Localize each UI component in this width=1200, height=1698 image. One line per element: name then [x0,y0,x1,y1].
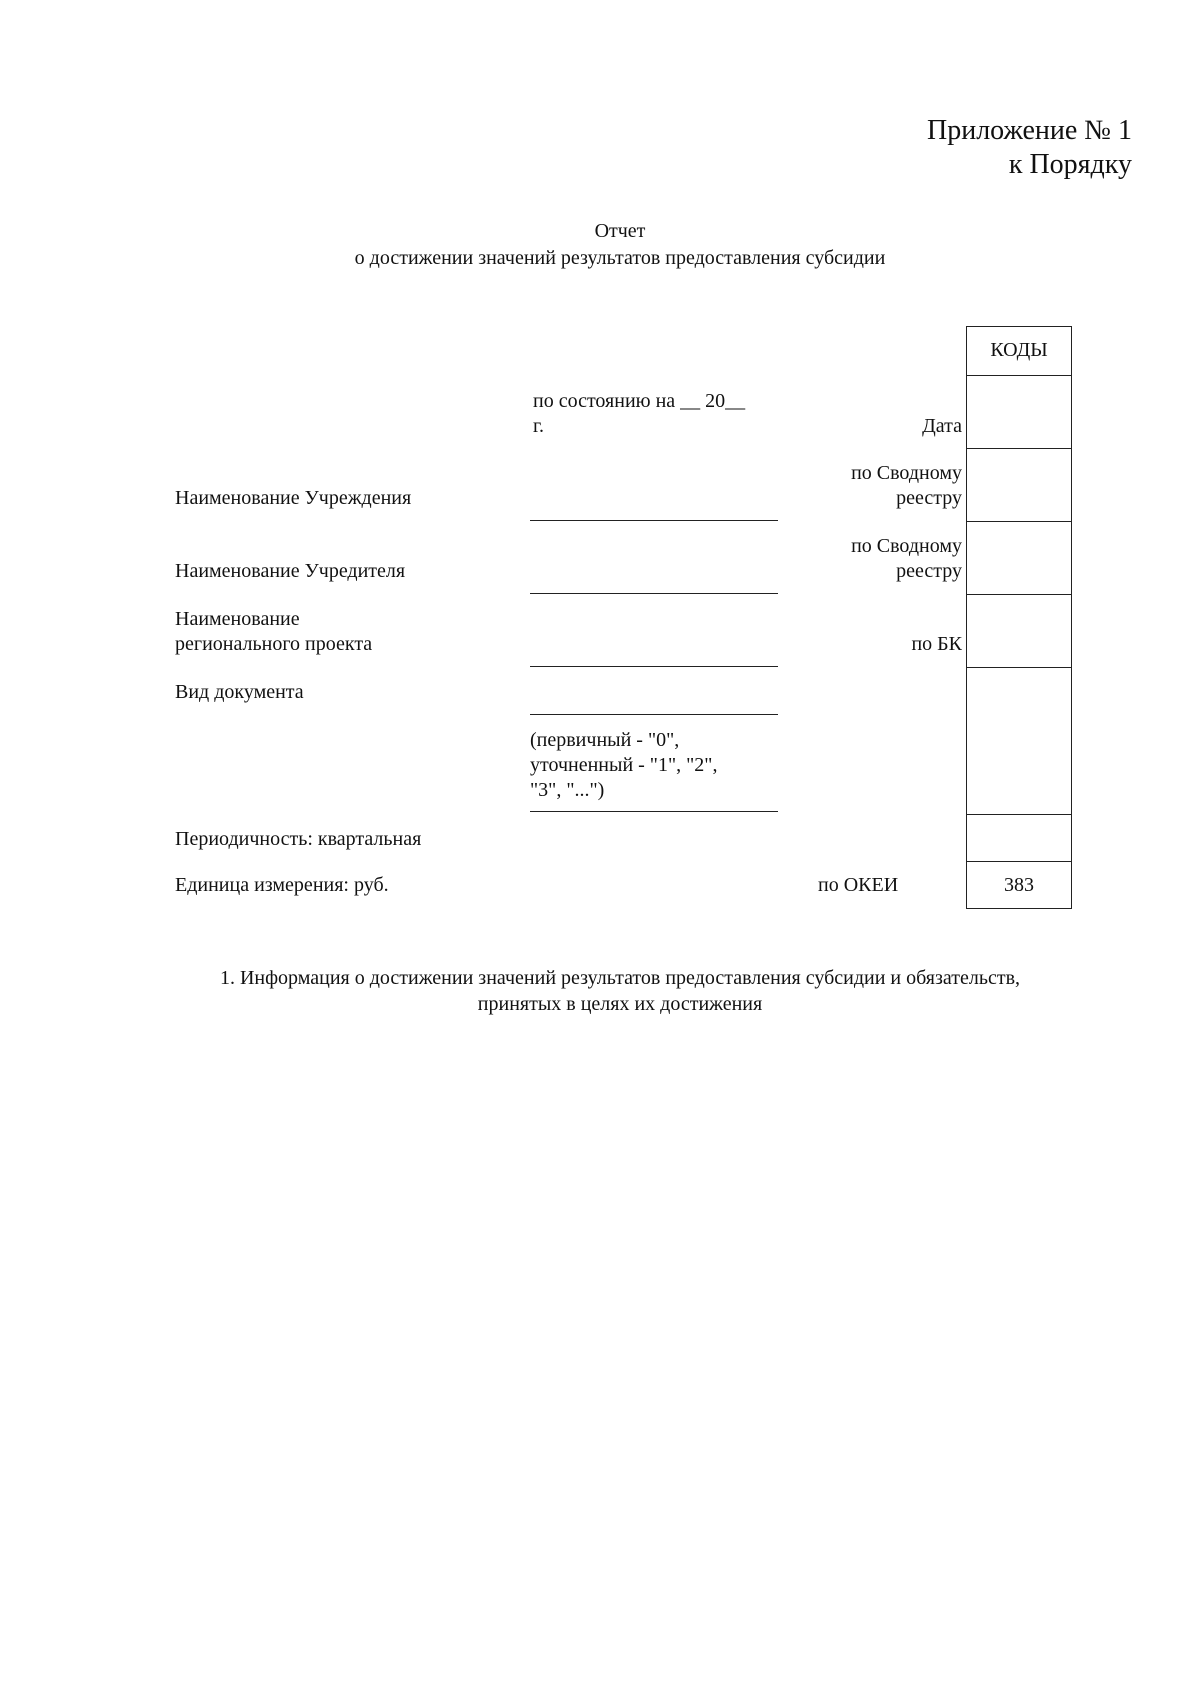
report-title: Отчет [594,220,646,242]
project-name-field[interactable] [530,666,778,667]
as-of-date-line1: по состоянию на __ 20__ [533,390,746,412]
report-subtitle: о достижении значений результатов предоставления субсидии [354,247,886,269]
section-1-heading-line1: 1. Информация о достижении значений результатов предоставления субсидии и обязательств, [219,967,1021,989]
okei-code-value: 383 [1004,874,1034,896]
code-cell-institution-registry[interactable] [966,448,1072,522]
unit-label: Единица измерения: руб. [175,874,389,896]
doc-type-field[interactable] [530,714,778,715]
project-label-line1: Наименование [175,608,300,630]
founder-name-field[interactable] [530,593,778,594]
doc-type-hint-underline [530,811,778,812]
section-1-heading-line2: принятых в целях их достижения [477,993,763,1015]
founder-registry-label-line2: реестру [896,560,962,582]
founder-label: Наименование Учредителя [175,560,406,582]
code-cell-founder-registry[interactable] [966,521,1072,595]
code-cell-periodicity[interactable] [966,814,1072,862]
codes-header-cell [966,326,1072,376]
periodicity-label: Периодичность: квартальная [175,828,422,850]
code-cell-doc-type[interactable] [966,667,1072,815]
code-cell-okei[interactable] [966,861,1072,909]
institution-registry-label-line2: реестру [896,487,962,509]
doc-type-hint-line1: (первичный - "0", [530,729,680,751]
institution-registry-label-line1: по Сводному [851,462,962,484]
doc-type-hint-line2: уточненный - "1", "2", [530,754,718,776]
founder-registry-label-line1: по Сводному [851,535,962,557]
date-code-label: Дата [922,415,962,437]
bk-code-label: по БК [911,633,962,655]
institution-name-field[interactable] [530,520,778,521]
appendix-reference: к Порядку [1008,149,1132,180]
doc-type-label: Вид документа [175,681,304,703]
code-cell-bk[interactable] [966,594,1072,668]
as-of-date-line2: г. [533,415,544,437]
appendix-number: Приложение № 1 [927,115,1132,146]
project-label-line2: регионального проекта [175,633,373,655]
okei-code-label: по ОКЕИ [818,874,899,896]
institution-label: Наименование Учреждения [175,487,412,509]
code-cell-date[interactable] [966,375,1072,449]
doc-type-hint-line3: "3", "...") [530,779,605,801]
codes-header: КОДЫ [990,339,1048,361]
